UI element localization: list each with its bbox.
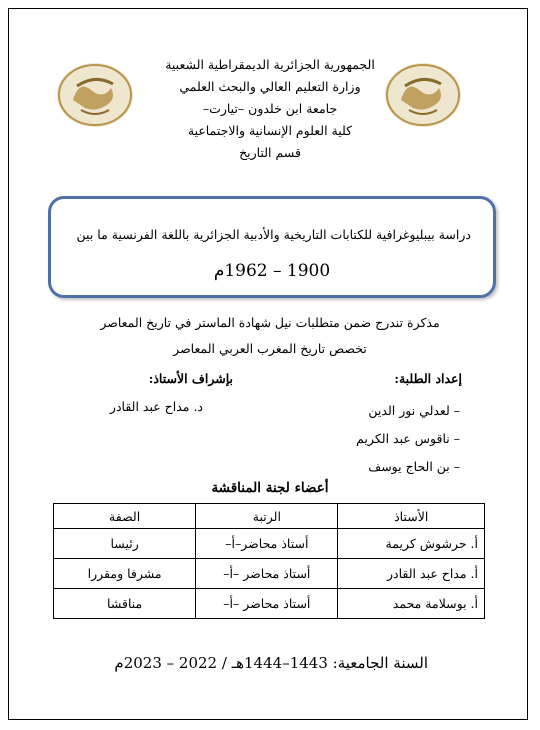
header-line-republic: الجمهورية الجزائرية الديمقراطية الشعبية <box>165 57 375 72</box>
student-name: – بن الحاج يوسف <box>368 459 460 474</box>
thesis-title-box <box>48 196 496 298</box>
member-name: أ. حرشوش كريمة <box>338 529 485 559</box>
academic-year: السنة الجامعية: 1443–1444هـ / 2022 – 2023م <box>114 654 428 672</box>
memo-line2: تخصص تاريخ المغرب العربي المعاصر <box>173 341 367 356</box>
thesis-title-line1: دراسة بيبليوغرافية للكتابات التاريخية والأدبية الجزائرية باللغة الفرنسية ما بين <box>76 227 471 242</box>
member-role: مناقشا <box>54 589 196 619</box>
member-role: مشرفا ومقررا <box>54 559 196 589</box>
supervisor-name: د. مداح عبد القادر <box>109 399 203 414</box>
thesis-title-dates: 1900 – 1962م <box>213 261 331 281</box>
member-name: أ. مداح عبد القادر <box>338 559 485 589</box>
header-line-faculty: كلية العلوم الإنسانية والاجتماعية <box>187 123 353 138</box>
member-name: أ. بوسلامة محمد <box>338 589 485 619</box>
member-rank: أستاذ محاضر–أ– <box>196 529 338 559</box>
header-line-ministry: وزارة التعليم العالي والبحث العلمي <box>179 79 361 94</box>
students-list <box>356 397 460 481</box>
table-row <box>54 589 485 619</box>
institution-header <box>130 54 410 164</box>
university-logo-left <box>55 60 135 130</box>
header-rank: الرتبة <box>196 504 338 529</box>
table-row <box>54 559 485 589</box>
header-line-university: جامعة ابن خلدون –تيارت– <box>202 101 338 116</box>
header-line-department: قسم التاريخ <box>239 145 301 160</box>
students-label: إعداد الطلبة: <box>394 371 462 386</box>
student-name: – ناقوس عبد الكريم <box>356 431 460 446</box>
header-professor: الأستاذ <box>338 504 485 529</box>
memo-line1: مذكرة تندرج ضمن متطلبات نيل شهادة الماستر في تاريخ المعاصر <box>100 315 440 330</box>
memo-description <box>40 310 500 362</box>
table-header-row <box>54 504 485 529</box>
member-rank: أستاذ محاضر –أ– <box>196 589 338 619</box>
header-role: الصفة <box>54 504 196 529</box>
table-row <box>54 529 485 559</box>
committee-title: أعضاء لجنة المناقشة <box>211 480 329 496</box>
supervisor-label: بإشراف الأستاذ: <box>148 371 233 386</box>
member-role: رئيسا <box>54 529 196 559</box>
member-rank: أستاذ محاضر –أ– <box>196 559 338 589</box>
student-name: – لعدلي نور الدين <box>368 403 460 418</box>
committee-table <box>53 503 485 619</box>
